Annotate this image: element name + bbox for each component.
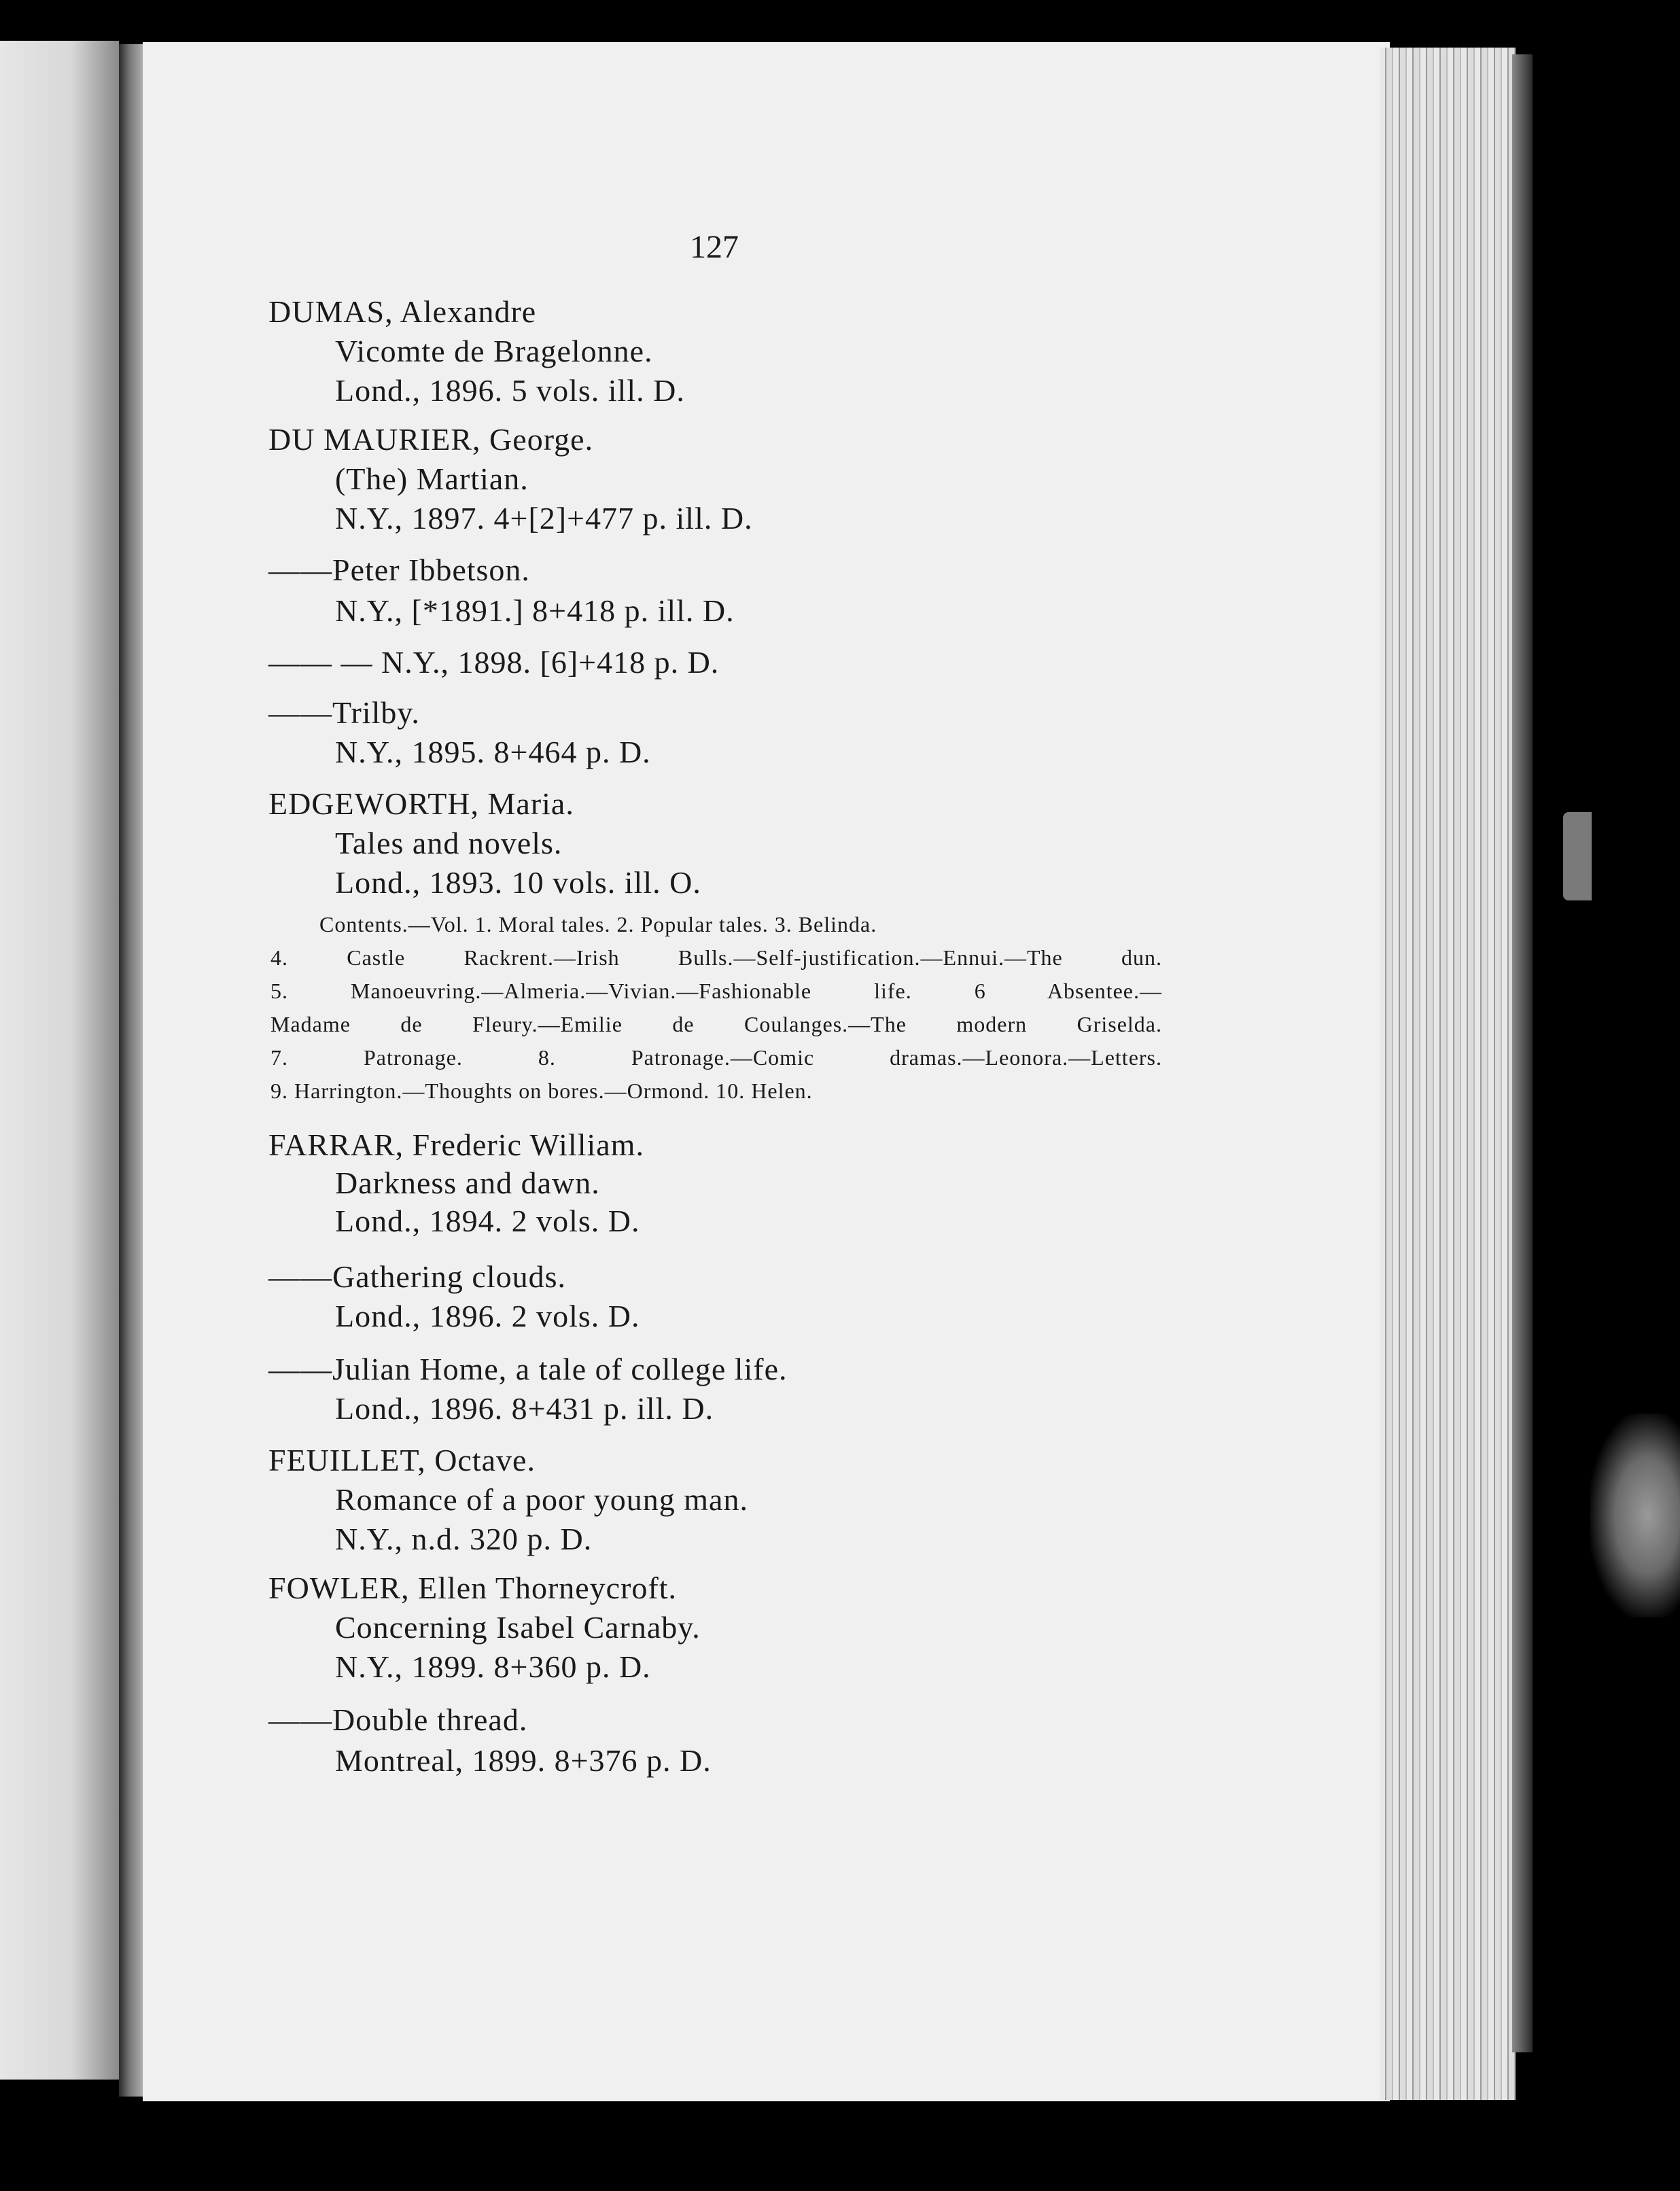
page-tab (1563, 812, 1592, 900)
contents-line: 7. Patronage. 8. Patronage.—Comic dramas.—Leonora.—Letters. (270, 1045, 1162, 1070)
entry-title: Darkness and dawn. (335, 1165, 600, 1200)
entry-imprint: Lond., 1896. 2 vols. D. (335, 1299, 640, 1333)
entry-author: FEUILLET, Octave. (268, 1443, 536, 1477)
entry-title: ——Gathering clouds. (268, 1259, 567, 1294)
contents-line: 9. Harrington.—Thoughts on bores.—Ormond. 10. Helen. (270, 1079, 813, 1103)
entry-imprint: N.Y., 1899. 8+360 p. D. (335, 1649, 651, 1684)
entry-title: ——Double thread. (268, 1702, 528, 1737)
entry-author: FARRAR, Frederic William. (268, 1127, 644, 1162)
entry-imprint: N.Y., 1895. 8+464 p. D. (335, 735, 651, 769)
entry-imprint: Lond., 1894. 2 vols. D. (335, 1204, 640, 1238)
entry-title: Romance of a poor young man. (335, 1482, 748, 1517)
contents-line: Contents.—Vol. 1. Moral tales. 2. Popular tales. 3. Belinda. (319, 912, 877, 936)
entry-imprint: Lond., 1896. 8+431 p. ill. D. (335, 1391, 714, 1426)
entry-imprint: Lond., 1896. 5 vols. ill. D. (335, 373, 685, 408)
entry-author: FOWLER, Ellen Thorneycroft. (268, 1571, 678, 1605)
page-number: 127 (690, 229, 739, 265)
entry-imprint: N.Y., 1897. 4+[2]+477 p. ill. D. (335, 501, 753, 536)
entry-author: DU MAURIER, George. (268, 422, 594, 457)
contents-line: Madame de Fleury.—Emilie de Coulanges.—The modern Griselda. (270, 1012, 1162, 1036)
entry-author: DUMAS, Alexandre (268, 294, 537, 329)
entry-title: ——Trilby. (268, 695, 420, 730)
entry-imprint: Lond., 1893. 10 vols. ill. O. (335, 865, 701, 900)
entry-imprint: Montreal, 1899. 8+376 p. D. (335, 1743, 712, 1778)
book-gutter (119, 44, 146, 2097)
contents-line: 4. Castle Rackrent.—Irish Bulls.—Self-justification.—Ennui.—The dun. (270, 945, 1162, 970)
entry-title: ——Julian Home, a tale of college life. (268, 1352, 788, 1386)
entry-title: Vicomte de Bragelonne. (335, 334, 653, 368)
entry-title: Tales and novels. (335, 826, 563, 860)
contents-line: 5. Manoeuvring.—Almeria.—Vivian.—Fashionable life. 6 Absentee.— (270, 979, 1162, 1003)
book-page (143, 42, 1390, 2101)
entry-title: (The) Martian. (335, 461, 529, 496)
entry-author: EDGEWORTH, Maria. (268, 786, 574, 821)
entry-title: Concerning Isabel Carnaby. (335, 1610, 701, 1645)
entry-title: ——Peter Ibbetson. (268, 553, 530, 587)
entry-imprint: N.Y., n.d. 320 p. D. (335, 1522, 593, 1556)
entry-imprint: N.Y., [*1891.] 8+418 p. ill. D. (335, 593, 735, 628)
page-stack-edge (1380, 48, 1516, 2100)
entry-title: —— — N.Y., 1898. [6]+418 p. D. (268, 645, 720, 680)
left-page-edge (0, 41, 119, 2080)
page-stack-shadow (1512, 54, 1533, 2052)
scan-blot (1590, 1414, 1680, 1617)
